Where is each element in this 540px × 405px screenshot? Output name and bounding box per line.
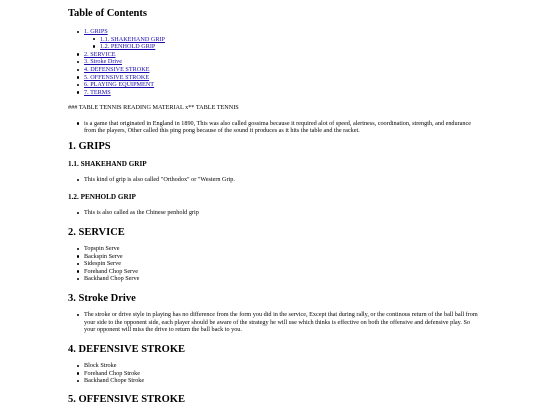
intro-block: [68, 104, 478, 135]
section-offensive: [68, 394, 478, 405]
service-item: Forehand Chop Serve: [68, 268, 478, 276]
toc-item-stroke-drive: [68, 58, 165, 66]
toc-link-defensive[interactable]: 4. DEFENSIVE STROKE: [84, 65, 150, 73]
toc-title: Table of Contents: [68, 8, 147, 19]
service-item: Sidespin Serve: [68, 260, 478, 268]
intro-heading-line: ### TABLE TENNIS READING MATERIAL x** TABLE TENNIS: [68, 104, 239, 111]
toc-link-equipment[interactable]: 6. PLAYING EQUIPMENT: [84, 81, 155, 89]
intro-bullet: is a game that originated in England in 1890, This was also called gossima because it required alot of speed, alertness, coordination, strength, and endurance from the players, Other called this ping pong because of the sound it produces as it hits the table and the racket.: [68, 120, 478, 135]
section-service: [68, 227, 478, 283]
defensive-item: Block Stroke: [68, 362, 478, 370]
service-heading: 2. SERVICE: [68, 227, 125, 238]
defensive-list: [68, 362, 478, 385]
toc-link-grips[interactable]: 1. GRIPS: [84, 28, 108, 35]
shakehand-text: This kind of grip is also called "Orthodox" or "Western Grip.: [68, 176, 478, 184]
toc-item-grips: [68, 28, 165, 51]
section-penhold: [68, 193, 478, 217]
stroke-drive-list: [68, 311, 478, 334]
toc-link-stroke-drive[interactable]: 3. Stroke Drive: [84, 58, 122, 66]
toc-item-equipment: [68, 81, 165, 89]
toc-sublist-grips: [84, 36, 165, 51]
toc-subitem-penhold: [100, 43, 165, 51]
shakehand-list: [68, 176, 478, 184]
toc-link-shakehand[interactable]: 1.1. SHAKEHAND GRIP: [100, 35, 165, 43]
stroke-drive-heading: 3. Stroke Drive: [68, 293, 136, 304]
toc-item-service: [68, 51, 165, 59]
penhold-list: [68, 209, 478, 217]
section-grips: [68, 141, 478, 152]
toc-link-terms[interactable]: 7. TERMS: [84, 88, 111, 96]
toc-link-penhold[interactable]: 1.2. PENHOLD GRIP: [100, 43, 156, 51]
defensive-item: Backhand Chope Stroke: [68, 377, 478, 385]
service-item: Backspin Serve: [68, 253, 478, 261]
penhold-heading: 1.2. PENHOLD GRIP: [68, 193, 136, 201]
defensive-heading: 4. DEFENSIVE STROKE: [68, 344, 185, 355]
toc-subitem-shakehand: [100, 36, 165, 44]
toc-link-offensive[interactable]: 5. OFFENSIVE STROKE: [84, 73, 150, 81]
stroke-drive-text: The stroke or drive style in playing has no difference from the form you did in the service, Except that during rally, or the continous return of the ball ball from your side to the opponent side, each player should be aware of the strategy he will use which thinks is effective on both the offensive and defensive play. So your opponent will miss the drive to return the ball back to you.: [68, 311, 478, 334]
section-shakehand: [68, 160, 478, 184]
shakehand-heading: 1.1. SHAKEHAND GRIP: [68, 160, 147, 168]
service-list: [68, 245, 478, 283]
toc-item-terms: [68, 89, 165, 97]
penhold-text: This is also called as the Chinese penhold grip: [68, 209, 478, 217]
service-item: Topspin Serve: [68, 245, 478, 253]
toc-item-defensive: [68, 66, 165, 74]
grips-heading: 1. GRIPS: [68, 141, 111, 152]
service-item: Backhand Chop Serve: [68, 275, 478, 283]
toc-list: [68, 28, 165, 96]
intro-list: [68, 120, 478, 135]
defensive-item: Forehand Chop Stroke: [68, 370, 478, 378]
toc-item-offensive: [68, 74, 165, 82]
section-stroke-drive: [68, 293, 478, 334]
offensive-heading: 5. OFFENSIVE STROKE: [68, 394, 185, 405]
section-defensive: [68, 344, 478, 385]
toc-link-service[interactable]: 2. SERVICE: [84, 50, 116, 58]
